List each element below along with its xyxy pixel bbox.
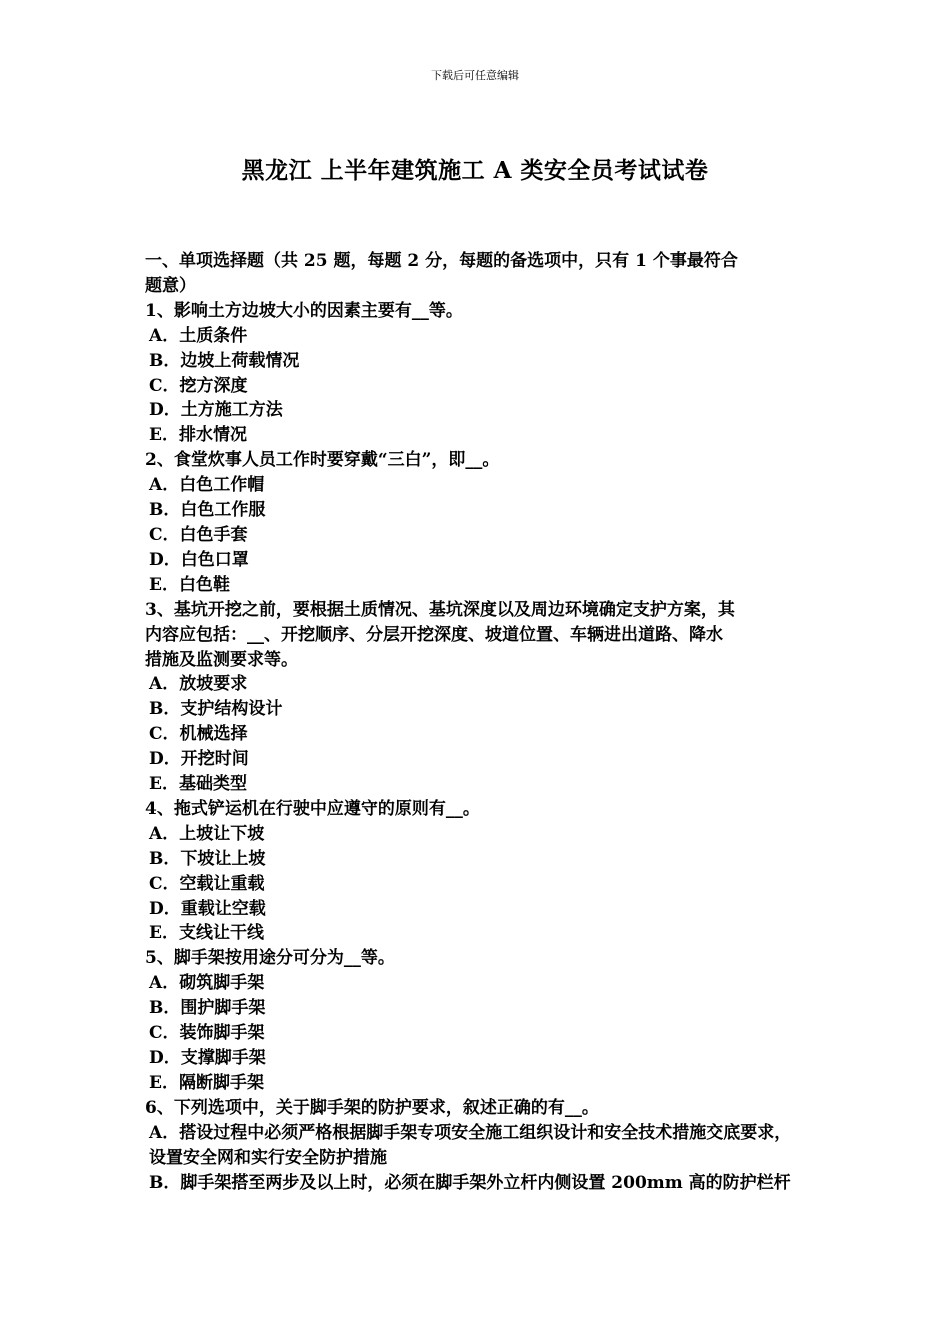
option-c: C．挖方深度 bbox=[149, 375, 248, 396]
question-stem: 1、影响土方边坡大小的因素主要有__等。 bbox=[145, 300, 463, 321]
option-a: A．上坡让下坡 bbox=[149, 823, 265, 844]
option-d: D．土方施工方法 bbox=[149, 400, 283, 421]
document-title: 黑龙江 上半年建筑施工 A 类安全员考试试卷 bbox=[241, 157, 709, 184]
option-d: D．重载让空载 bbox=[149, 898, 266, 919]
exam-body bbox=[145, 249, 807, 1195]
section-heading-cont: 题意） bbox=[145, 275, 196, 296]
question-6 bbox=[145, 1096, 807, 1196]
option-b: B．白色工作服 bbox=[149, 500, 266, 521]
option-c: C．空载让重载 bbox=[149, 873, 265, 894]
header-note: 下载后可任意编辑 bbox=[431, 69, 519, 82]
option-b: B．下坡让上坡 bbox=[149, 848, 266, 869]
option-b: B．脚手架搭至两步及以上时，必须在脚手架外立杆内侧设置 200mm 高的防护栏杆 bbox=[149, 1172, 791, 1193]
option-a: A．搭设过程中必须严格根据脚手架专项安全施工组织设计和安全技术措施交底要求，设置安全网和实行安全防护措施 bbox=[149, 1122, 792, 1168]
option-e: E．排水情况 bbox=[149, 425, 247, 446]
option-d: D．开挖时间 bbox=[149, 749, 249, 770]
question-stem: 6、下列选项中，关于脚手架的防护要求，叙述正确的有__。 bbox=[145, 1097, 599, 1118]
section-heading: 一、单项选择题（共 25 题，每题 2 分，每题的备选项中，只有 1 个事最符合 bbox=[145, 251, 738, 271]
option-d: D．白色口罩 bbox=[149, 549, 249, 570]
option-e: E．隔断脚手架 bbox=[149, 1072, 264, 1093]
option-d: D．支撑脚手架 bbox=[149, 1048, 266, 1068]
option-b: B．边坡上荷载情况 bbox=[149, 350, 300, 371]
option-c: C．装饰脚手架 bbox=[149, 1023, 265, 1044]
question-stem: 2、食堂炊事人员工作时要穿戴“三白”，即__。 bbox=[145, 450, 500, 471]
question-stem: 4、拖式铲运机在行驶中应遵守的原则有__。 bbox=[145, 798, 480, 819]
question-2 bbox=[145, 448, 807, 597]
question-stem: 5、脚手架按用途分可分为__等。 bbox=[145, 948, 395, 969]
question-stem: 3、基坑开挖之前，要根据土质情况、基坑深度以及周边环境确定支护方案，其 bbox=[145, 599, 735, 620]
option-b: B．围护脚手架 bbox=[149, 998, 266, 1019]
option-b: B．支护结构设计 bbox=[149, 699, 283, 720]
question-stem-cont: 内容应包括：__、开挖顺序、分层开挖深度、坡道位置、车辆进出道路、降水 bbox=[145, 624, 723, 645]
option-a: A．砌筑脚手架 bbox=[149, 973, 265, 994]
option-a: A．土质条件 bbox=[149, 325, 248, 346]
option-c: C．机械选择 bbox=[149, 724, 248, 745]
option-e: E．基础类型 bbox=[149, 774, 247, 795]
option-c: C．白色手套 bbox=[149, 524, 248, 545]
question-3 bbox=[145, 598, 807, 797]
question-4 bbox=[145, 797, 807, 946]
option-a: A．白色工作帽 bbox=[149, 475, 265, 496]
question-1 bbox=[145, 299, 807, 448]
question-5 bbox=[145, 946, 807, 1095]
option-a: A．放坡要求 bbox=[149, 674, 248, 695]
question-stem-cont: 措施及监测要求等。 bbox=[145, 649, 298, 670]
option-e: E．白色鞋 bbox=[149, 574, 230, 595]
option-e: E．支线让干线 bbox=[149, 923, 264, 944]
